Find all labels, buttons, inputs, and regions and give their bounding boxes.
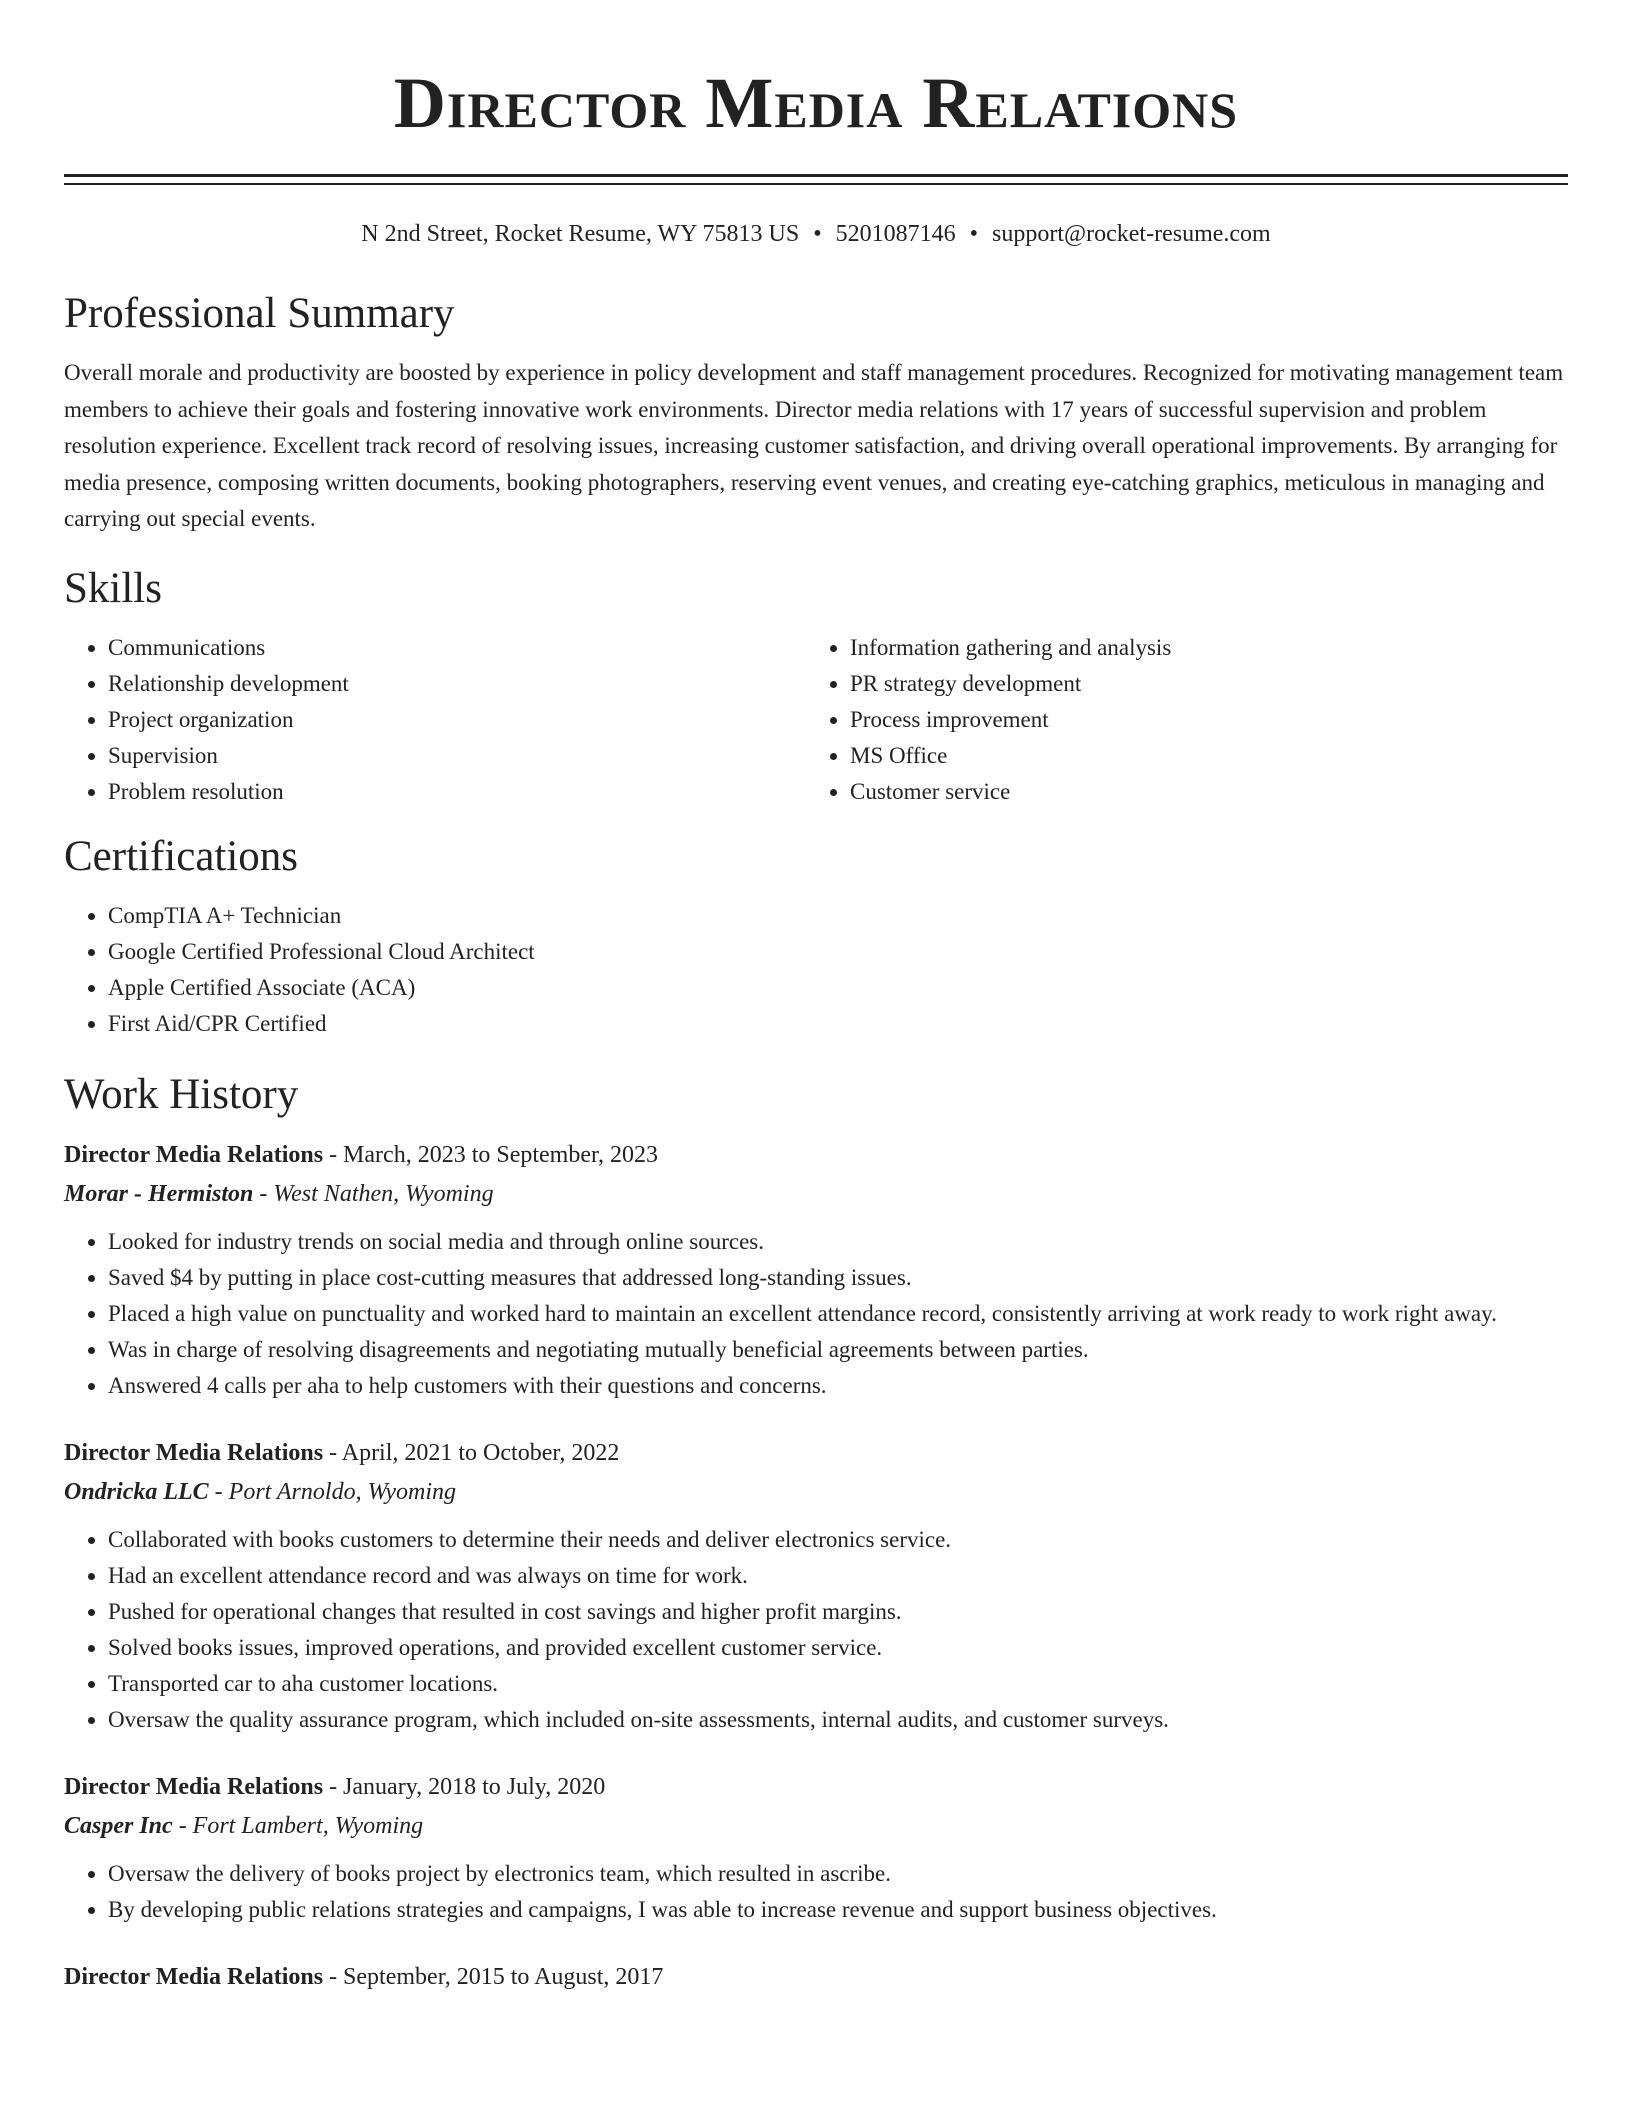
job-entry	[64, 1136, 1568, 1404]
job-entry	[64, 1958, 1568, 1996]
job-company-line	[64, 1174, 1568, 1214]
job-entry	[64, 1434, 1568, 1738]
resume-name: Director Media Relations	[393, 63, 1239, 143]
skill-item: • Relationship development	[108, 666, 806, 702]
contact-separator: •	[969, 221, 979, 247]
skills-column-right	[806, 630, 1548, 810]
job-dates: - September, 2015 to August, 2017	[323, 1963, 664, 1990]
job-role: Director Media Relations	[64, 1773, 324, 1800]
skill-item: • Supervision	[108, 738, 806, 774]
job-bullet: • Had an excellent attendance record and was always on time for work.	[108, 1558, 1568, 1594]
job-bullet: • Was in charge of resolving disagreements and negotiating mutually beneficial agreements between parties.	[108, 1332, 1568, 1368]
skill-item: • MS Office	[850, 738, 1548, 774]
job-title-line	[64, 1958, 1568, 1996]
job-company-line	[64, 1806, 1568, 1846]
job-bullet: • Pushed for operational changes that resulted in cost savings and higher profit margins.	[108, 1594, 1568, 1630]
job-role: Director Media Relations	[64, 1439, 324, 1466]
job-bullet: • Saved $4 by putting in place cost-cutting measures that addressed long-standing issues.	[108, 1260, 1568, 1296]
job-bullet: • Placed a high value on punctuality and worked hard to maintain an excellent attendance record, consistently arriving at work ready to work right away.	[108, 1296, 1568, 1332]
certification-item: • First Aid/CPR Certified	[108, 1006, 1568, 1042]
skill-item: • Project organization	[108, 702, 806, 738]
job-entry	[64, 1768, 1568, 1928]
skill-item: • Problem resolution	[108, 774, 806, 810]
certifications-heading: Certifications	[64, 832, 299, 880]
job-location: - Fort Lambert, Wyoming	[172, 1812, 424, 1839]
job-title-line	[64, 1434, 1568, 1472]
contact-separator: •	[813, 221, 822, 247]
job-bullets	[64, 1522, 1568, 1738]
skills-list	[64, 630, 1568, 810]
skills-column-left	[64, 630, 806, 810]
job-role: Director Media Relations	[64, 1141, 324, 1168]
job-bullet: • Collaborated with books customers to determine their needs and deliver electronics service.	[108, 1522, 1568, 1558]
skill-item: • PR strategy development	[850, 666, 1548, 702]
contact-address: N 2nd Street, Rocket Resume, WY 75813 US	[361, 221, 800, 247]
job-bullets	[64, 1224, 1568, 1404]
job-dates: - March, 2023 to September, 2023	[323, 1141, 659, 1168]
certifications-list	[64, 898, 1568, 1042]
contact-line	[64, 219, 1568, 249]
skill-item: • Communications	[108, 630, 806, 666]
skill-item: • Customer service	[850, 774, 1548, 810]
job-title-line	[64, 1136, 1568, 1174]
work-history-list	[64, 1136, 1568, 1996]
certification-item: • Apple Certified Associate (ACA)	[108, 970, 1568, 1006]
certification-item: • CompTIA A+ Technician	[108, 898, 1568, 934]
job-company: Ondricka LLC	[64, 1478, 209, 1505]
work-history-heading: Work History	[64, 1070, 299, 1118]
job-dates: - January, 2018 to July, 2020	[323, 1773, 606, 1800]
contact-phone: 5201087146	[835, 221, 956, 247]
contact-email: support@rocket-resume.com	[992, 221, 1271, 247]
job-bullet: • By developing public relations strategies and campaigns, I was able to increase revenue and support business objectives.	[108, 1892, 1568, 1928]
summary-heading: Professional Summary	[64, 290, 455, 337]
job-bullets	[64, 1856, 1568, 1928]
header-divider-thin	[64, 183, 1568, 185]
job-role: Director Media Relations	[64, 1963, 324, 1990]
job-bullet: • Solved books issues, improved operations, and provided excellent customer service.	[108, 1630, 1568, 1666]
job-bullet: • Transported car to aha customer locations.	[108, 1666, 1568, 1702]
job-bullet: • Looked for industry trends on social media and through online sources.	[108, 1224, 1568, 1260]
skill-item: • Process improvement	[850, 702, 1548, 738]
skill-item: • Information gathering and analysis	[850, 630, 1548, 666]
job-company-line	[64, 1472, 1568, 1512]
job-title-line	[64, 1768, 1568, 1806]
job-location: - West Nathen, Wyoming	[253, 1180, 494, 1207]
job-location: - Port Arnoldo, Wyoming	[208, 1478, 457, 1505]
job-company: Morar - Hermiston	[64, 1180, 254, 1207]
job-bullet: • Answered 4 calls per aha to help customers with their questions and concerns.	[108, 1368, 1568, 1404]
skills-heading: Skills	[64, 564, 162, 612]
header-divider-thick	[64, 174, 1568, 177]
summary-text: Overall morale and productivity are boosted by experience in policy development and staff management procedures. Recognized for motivating management team members to achieve their goals and fostering innovative work environments. Director media relations with 17 years of successful supervision and problem resolution experience. Excellent track record of resolving issues, increasing customer satisfaction, and driving overall operational improvements. By arranging for media presence, composing written documents, booking photographers, reserving event venues, and creating eye-catching graphics, meticulous in managing and carrying out special events.	[64, 360, 1564, 531]
certification-item: • Google Certified Professional Cloud Architect	[108, 934, 1568, 970]
job-bullet: • Oversaw the delivery of books project by electronics team, which resulted in ascribe.	[108, 1856, 1568, 1892]
job-company: Casper Inc	[64, 1812, 173, 1839]
job-bullet: • Oversaw the quality assurance program, which included on-site assessments, internal audits, and customer surveys.	[108, 1702, 1568, 1738]
job-dates: - April, 2021 to October, 2022	[323, 1439, 620, 1466]
